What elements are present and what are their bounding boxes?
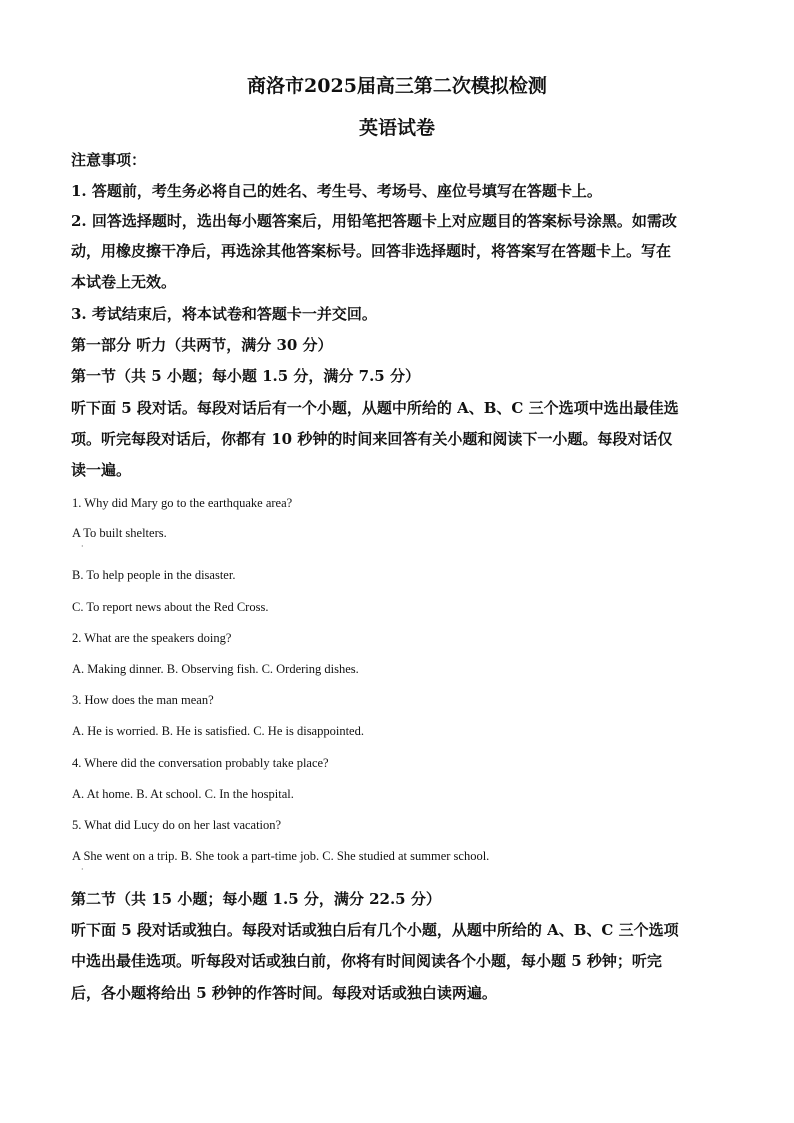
question-4: 4. Where did the conversation probably take place?	[72, 756, 329, 770]
page-subtitle: 英语试卷	[358, 117, 435, 139]
question-2-options: A. Making dinner. B. Observing fish. C. Ordering dishes.	[72, 662, 359, 676]
question-3-options: A. He is worried. B. He is satisfied. C. He is disappointed.	[72, 724, 364, 738]
question-3: 3. How does the man mean?	[72, 693, 214, 707]
note-item-2-line-2: 动，用橡皮擦干净后，再选涂其他答案标号。回答非选择题时，将答案写在答题卡上。写在	[71, 242, 672, 260]
question-4-options: A. At home. B. At school. C. In the hospital.	[72, 787, 294, 801]
question-1-option-b: B. To help people in the disaster.	[72, 568, 236, 582]
part1-heading: 第一部分 听力（共两节，满分 30 分）	[71, 336, 333, 354]
page-title: 商洛市2025届高三第二次模拟检测	[247, 75, 547, 97]
section2-instr-line-3: 后，各小题将给出 5 秒钟的作答时间。每段对话或独白读两遍。	[71, 984, 497, 1002]
note-item-2-line-3: 本试卷上无效。	[71, 273, 177, 291]
question-1-option-a: A To built shelters.	[72, 526, 167, 540]
section1-instr-line-1: 听下面 5 段对话。每段对话后有一个小题，从题中所给的 A、B、C 三个选项中选出最佳选	[71, 399, 679, 417]
question-5: 5. What did Lucy do on her last vacation?	[72, 818, 282, 832]
question-5-options: A She went on a trip. B. She took a part-time job. C. She studied at summer school.	[72, 849, 490, 863]
scan-dot-mark: ·	[81, 865, 84, 874]
question-1: 1. Why did Mary go to the earthquake area?	[72, 496, 293, 510]
note-item-1: 1. 答题前，考生务必将自己的姓名、考生号、考场号、座位号填写在答题卡上。	[71, 182, 602, 200]
section1-instr-line-3: 读一遍。	[71, 461, 132, 479]
section2-instr-line-2: 中选出最佳选项。听每段对话或独白前，你将有时间阅读各个小题，每小题 5 秒钟；听完	[71, 952, 662, 970]
section1-heading: 第一节（共 5 小题；每小题 1.5 分，满分 7.5 分）	[71, 367, 420, 385]
notes-heading: 注意事项：	[71, 151, 147, 169]
section2-heading: 第二节（共 15 小题；每小题 1.5 分，满分 22.5 分）	[71, 890, 441, 908]
scan-dot-mark: ·	[81, 542, 84, 551]
section1-instr-line-2: 项。听完每段对话后，你都有 10 秒钟的时间来回答有关小题和阅读下一小题。每段对话仅	[71, 430, 673, 448]
question-2: 2. What are the speakers doing?	[72, 631, 232, 645]
note-item-2-line-1: 2. 回答选择题时，选出每小题答案后，用铅笔把答题卡上对应题目的答案标号涂黑。如需改	[71, 212, 677, 230]
note-item-3: 3. 考试结束后，将本试卷和答题卡一并交回。	[71, 305, 377, 323]
section2-instr-line-1: 听下面 5 段对话或独白。每段对话或独白后有几个小题，从题中所给的 A、B、C 三个选项	[71, 921, 679, 939]
question-1-option-c: C. To report news about the Red Cross.	[72, 600, 269, 614]
